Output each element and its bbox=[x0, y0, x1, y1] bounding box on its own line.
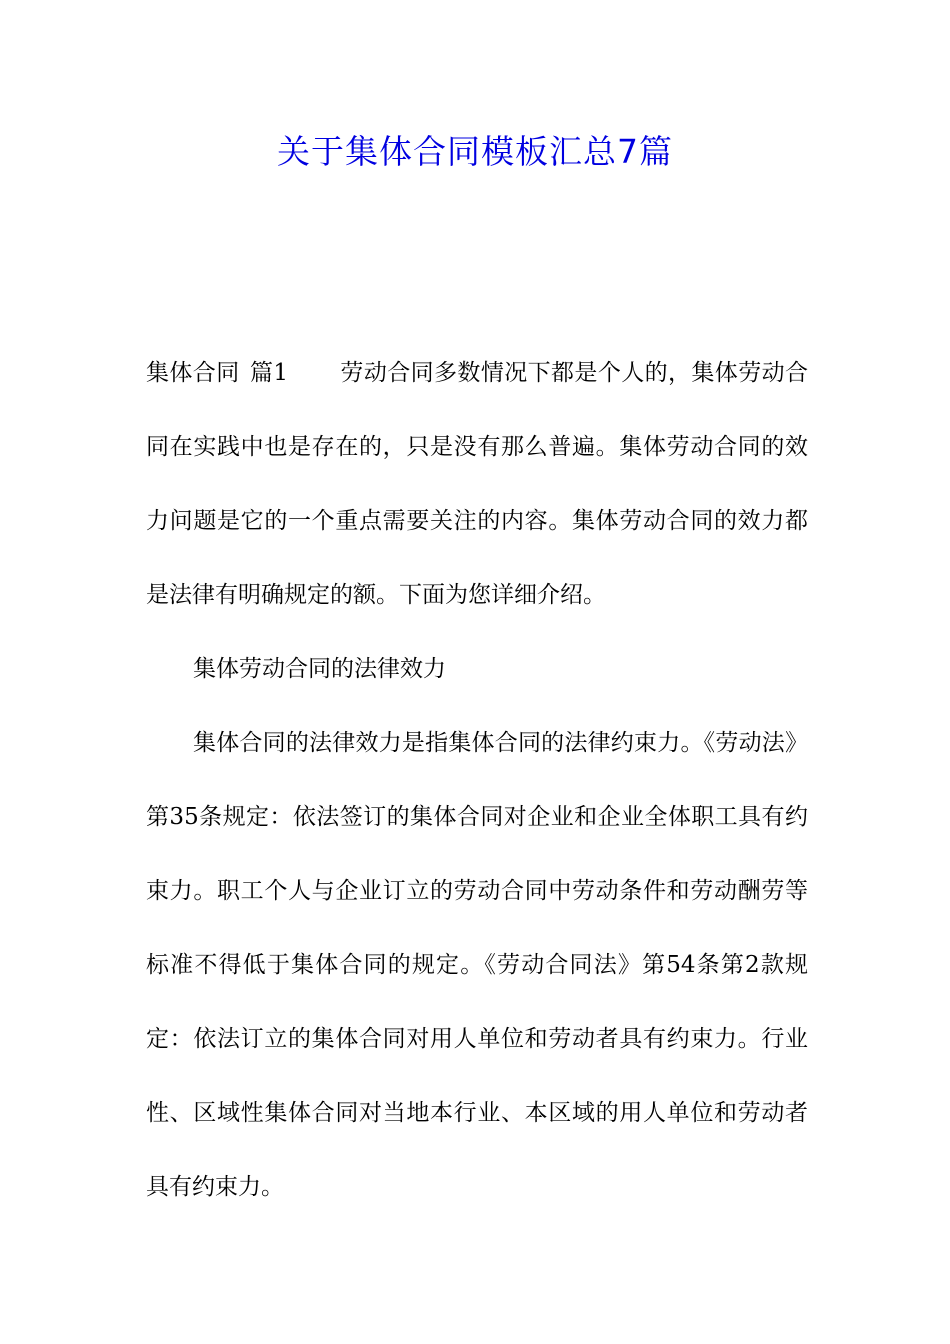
document-body bbox=[146, 336, 808, 1224]
paragraph: 集体合同的法律效力是指集体合同的法律约束力。《劳动法》第35条规定：依法签订的集体合同对企业和企业全体职工具有约束力。职工个人与企业订立的劳动合同中劳动条件和劳动酬劳等标准不得低于集体合同的规定。《劳动合同法》第54条第2款规定：依法订立的集体合同对用人单位和劳动者具有约束力。行业性、区域性集体合同对当地本行业、本区域的用人单位和劳动者具有约束力。 bbox=[146, 730, 808, 1200]
intro-paragraph bbox=[146, 336, 808, 632]
document-title: 关于集体合同模板汇总7篇 bbox=[277, 132, 673, 171]
section-number: 篇1 bbox=[249, 360, 289, 386]
subheading: 集体劳动合同的法律效力 bbox=[193, 656, 446, 682]
intro-text: 劳动合同多数情况下都是个人的，集体劳动合同在实践中也是存在的，只是没有那么普遍。集体劳动合同的效力问题是它的一个重点需要关注的内容。集体劳动合同的效力都是法律有明确规定的额。下面为您详细介绍。 bbox=[146, 360, 808, 608]
section-label: 集体合同 bbox=[146, 360, 240, 386]
